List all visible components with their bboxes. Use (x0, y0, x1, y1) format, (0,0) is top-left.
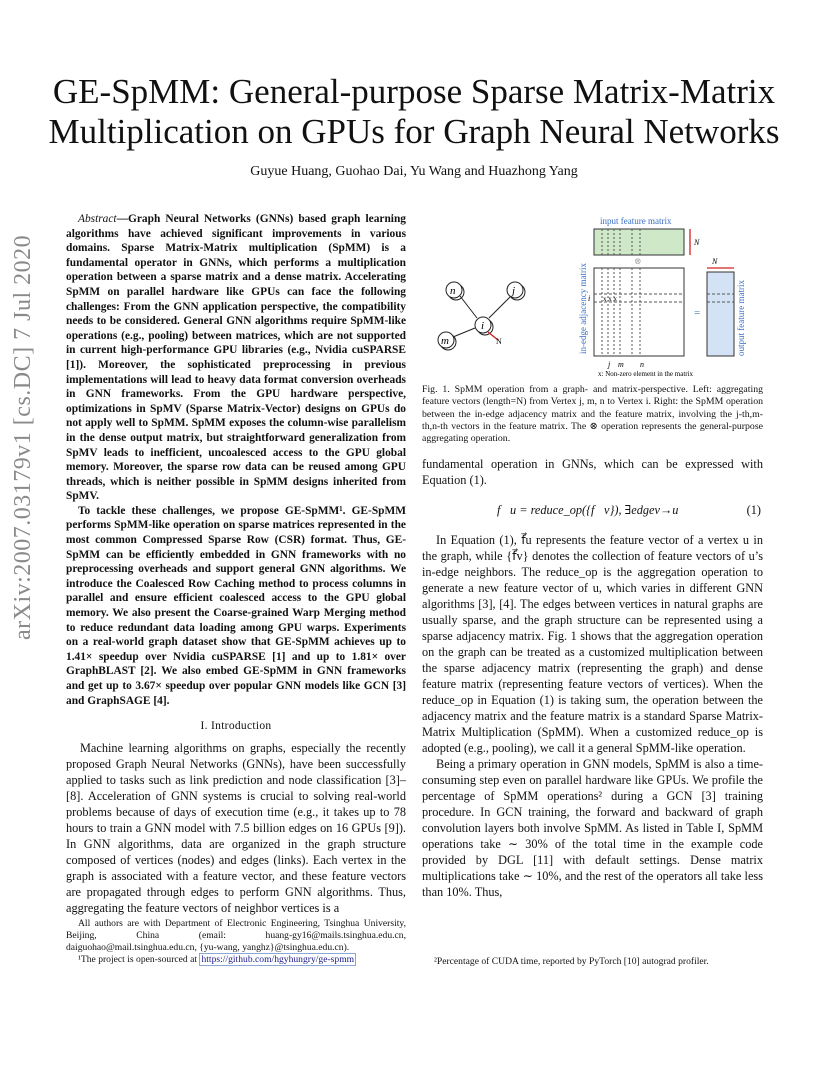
paper-title (40, 72, 788, 152)
abstract-text-1: —Graph Neural Networks (GNNs) based graph learning algorithms have achieved significant improvements in various domains. Sparse Matrix-Matrix multiplication (SpMM) is a fundamental operator in GNNs, which performs a multiplication operation between a sparse matrix and a dense matrix. Accelerating SpMM on parallel hardware like GPUs can face the following challenges: From the GNN application perspective, the compatibility needs to be considered. General GNN algorithms require SpMM-like operations (e.g., pooling) between matrices, which are not supported in current high-performance GPU libraries (e.g., Nvidia cuSPARSE [1]). Moreover, the sophisticated preprocessing in previous implementations will lead to heavy data format conversion overheads in GNN frameworks. From the GPU hardware perspective, optimizations in SpMV (Sparse Matrix-Vector) designs on GPUs do not apply well to SpMM. SpMM exposes the column-wise parallelism in the dense output matrix, but straightforward generalization from SpMV leads to inefficient, uncoalesced access to the GPU global memory. Moreover, the sparse row data can be reused among GPU threads, which is neither possible in SpMM designs inherited from SpMV. (66, 213, 406, 503)
input-feature-matrix (594, 216, 700, 266)
input-n-label: N (694, 238, 700, 247)
right-paragraph-1: In Equation (1), f⃗u represents the feature vector of a vertex u in the graph, while {f⃗v} denotes the collection of feature vectors of u’s in-edge neighbors. The reduce_op is the aggregation operation to generate a new feature vector of u, which varies in different GNN algorithms [3], [4]. The edges between vertices in natural graphs are usually sparse, and the graph structure can be represented using a sparse adjacency matrix. Fig. 1 shows that the aggregation operation on the graph can be treated as a customized multiplication between the sparse adjacency matrix (representing the graph) and dense feature matrix (representing feature vectors of vertices). When the reduce_op in Equation (1) is taking sum, the operation between the adjacency matrix and the feature matrix is a standard Sparse Matrix-Matrix Multiplication (SpMM). When a customized reduce_op is adopted (e.g., pooling), we call it a general SpMM-like operation. (422, 533, 763, 755)
input-matrix-label: input feature matrix (600, 216, 672, 226)
spmm-figure (422, 212, 768, 388)
adjacency-matrix (578, 263, 694, 378)
right-paragraph-2: Being a primary operation in GNN models, SpMM is also a time-consuming step even on parallel hardware like GPUs. We profile the percentage of SpMM operations² during a GCN [3] training procedure. In GCN training, the forward and backward of graph convolution layers both involve SpMM. As listed in Table I, SpMM operations take ∼ 30% of the total time in the example code provided by DGL [11] with default settings. Dense matrix multiplications take ∼ 10%, and the rest of the operators all take less than 10%. Thus, (422, 757, 763, 899)
col-m-label: m (618, 360, 624, 369)
right-footnote: ²Percentage of CUDA time, reported by PyTorch [10] autograd profiler. (434, 956, 709, 967)
equation-1 (422, 502, 763, 518)
output-matrix-label: output feature matrix (736, 280, 746, 356)
right-paragraph-0: fundamental operation in GNNs, which can be expressed with Equation (1). (422, 457, 763, 487)
right-column (422, 456, 763, 900)
equation-1-number: (1) (746, 503, 761, 517)
left-column (66, 212, 406, 916)
adjacency-matrix-label: in-edge adjacency matrix (578, 263, 588, 354)
graph-n-label: N (496, 337, 502, 346)
intro-paragraph-1: Machine learning algorithms on graphs, especially the recently proposed Graph Neural Networks (GNNs), have been successfully applied to tasks such as link prediction and node classification [3]–[8]. Acceleration of GNN systems is crucial to solving real-world problems because of days of execution time (e.g., it takes up to 78 hours to train a GNN model with 7.5 billion edges on 16 GPUs [9]). In GNN algorithms, data are organized in the graph structure composed of vertices (nodes) and edges (links). Each vertex in the graph is associated with a feature vector, and these feature vectors are propagated through edges to perform GNN algorithms. Thus, aggregating the feature vectors of neighbor vertices is a (66, 741, 406, 916)
abstract-paragraph-1 (66, 212, 406, 504)
otimes-symbol: ⊗ (634, 256, 642, 266)
figure-1 (422, 212, 768, 388)
row-i-label: i (588, 294, 591, 303)
footnote-1 (66, 954, 406, 966)
output-matrix-box (707, 272, 734, 356)
equation-1-body: f⃗u = reduce_op({f⃗v}), ∃edgev→u (497, 503, 679, 517)
github-link[interactable]: https://github.com/hgyhungry/ge-spmm (201, 954, 355, 965)
node-i-label: i (481, 320, 485, 332)
left-footnotes (66, 918, 406, 966)
figure-1-caption: Fig. 1. SpMM operation from a graph- and matrix-perspective. Left: aggregating feature vectors (length=N) from Vertex j, m, n to Vertex i. Right: the SpMM operation between the in-edge adjacency matrix and the feature matrix, involving the j-th,m-th,n-th vectors in the feature matrix. The ⊗ operation represents the general-purpose aggregating operation. (422, 384, 763, 445)
edge-j-i (489, 297, 510, 318)
edge-n-i (460, 296, 477, 318)
node-m-label: m (441, 335, 449, 347)
abstract-label: Abstract (78, 213, 117, 225)
col-j-label: j (608, 360, 611, 369)
arxiv-stamp: arXiv:2007.03179v1 [cs.DC] 7 Jul 2020 (10, 234, 36, 640)
output-n-label: N (712, 257, 718, 266)
col-n-label: n (640, 360, 644, 369)
node-j-label: j (512, 285, 516, 297)
section-heading-intro: I. Introduction (200, 720, 272, 733)
author-list: Guyue Huang, Guohao Dai, Yu Wang and Huazhong Yang (250, 164, 578, 179)
footnote-1-text: ¹The project is open-sourced at (78, 954, 198, 965)
affiliation-footnote: All authors are with Department of Electronic Engineering, Tsinghua University, Beijing, China (email: huang-gy16@mails.tsinghua.edu.cn, daiguohao@mail.tsinghua.edu.cn, {yu-wang, yanghz}@tsinghua.edu.cn). (66, 918, 406, 953)
abstract-paragraph-2: To tackle these challenges, we propose GE-SpMM¹. GE-SpMM performs SpMM-like operation on sparse matrices represented in the most common Compressed Sparse Row (CSR) format. Thus, GE-SpMM can be efficiently embedded in GNN frameworks with no preprocessing overheads and support general GNN algorithms. We introduce the Coalesced Row Caching method to process columns in parallel and ensure efficient coalesced access to the GPU global memory. We also present the Coarse-grained Warp Merging method to reduce redundant data loading among GPU warps. Experiments on a real-world graph dataset show that GE-SpMM achieves up to 1.41× speedup over Nvidia cuSPARSE [1] and up to 1.81× over GraphBLAST [2]. We also embed GE-SpMM in GNN frameworks and get up to 3.67× speedup over popular GNN models like GCN [3] and GraphSAGE [4]. (66, 504, 406, 707)
node-n-label: n (450, 285, 456, 297)
nonzero-marks: x x x (603, 295, 617, 303)
title-line-1: GE-SpMM: General-purpose Sparse Matrix-Matrix (52, 72, 776, 111)
equals-sign: = (694, 307, 701, 319)
edge-m-i (453, 328, 475, 337)
nonzero-legend: x: Non-zero element in the matrix (598, 370, 694, 378)
output-feature-matrix (707, 257, 746, 356)
title-line-2: Multiplication on GPUs for Graph Neural Networks (48, 112, 780, 151)
graph-diagram (438, 282, 525, 350)
